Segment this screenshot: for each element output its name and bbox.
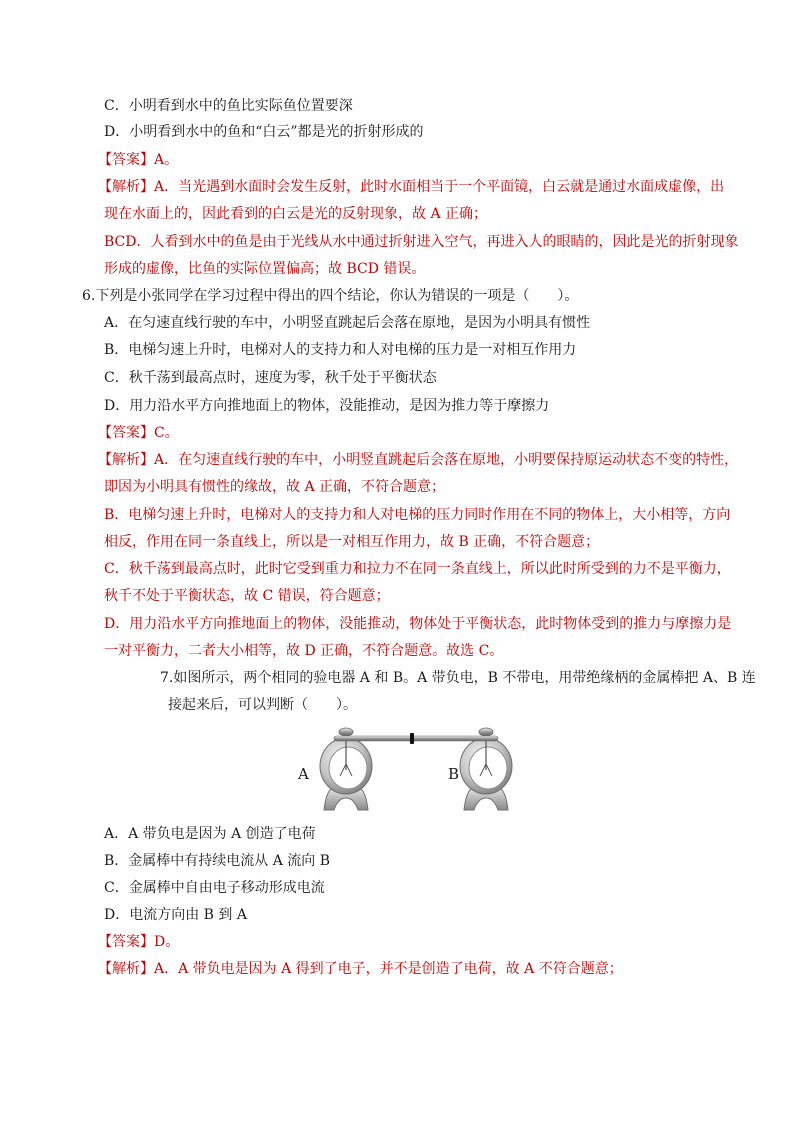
q5-analysis-1a (98, 177, 724, 197)
q7-option-b: B．金属棒中有持续电流从 A 流向 B (104, 853, 331, 869)
answer-tag: 【答案】 (98, 152, 154, 168)
q7-stem-line1: 7.如图所示，两个相同的验电器 A 和 B。A 带负电，B 不带电，用带绝缘柄的金属棒把 A、B 连 (160, 670, 756, 686)
q7-option-d: D．电流方向由 B 到 A (104, 907, 247, 923)
q5-analysis-1b: 现在水面上的，因此看到的白云是光的反射现象，故 A 正确； (104, 206, 488, 222)
answer-tag: 【答案】 (98, 425, 154, 441)
analysis-tag: 【解析】 (98, 452, 154, 468)
q6-option-a: A．在匀速直线行驶的车中，小明竖直跳起后会落在原地，是因为小明具有惯性 (104, 315, 591, 331)
label-b: B (448, 765, 460, 783)
q6-stem: 6.下列是小张同学在学习过程中得出的四个结论，你认为错误的一项是（ ）。 (82, 288, 579, 304)
q7-option-a: A．A 带负电是因为 A 创造了电荷 (104, 826, 316, 842)
q6-analysis-d2: 一对平衡力，二者大小相等，故 D 正确，不符合题意。故选 C。 (104, 643, 504, 659)
q6-analysis-b1: B．电梯匀速上升时，电梯对人的支持力和人对电梯的压力同时作用在不同的物体上，大小相等，方向 (104, 507, 731, 523)
analysis-text: A．在匀速直线行驶的车中，小明竖直跳起后会落在原地，小明要保持原运动状态不变的特性， (154, 452, 739, 468)
analysis-text: A．当光遇到水面时会发生反射，此时水面相当于一个平面镜，白云就是通过水面成虚像，出 (154, 179, 725, 195)
q5-answer (98, 150, 178, 170)
q5-option-c: C．小明看到水中的鱼比实际鱼位置要深 (104, 98, 353, 114)
q5-option-d: D．小明看到水中的鱼和“白云”都是光的折射形成的 (104, 124, 424, 140)
q7-option-c: C．金属棒中自由电子移动形成电流 (104, 880, 325, 896)
q6-analysis-a2: 即因为小明具有惯性的缘故，故 A 正确，不符合题意； (104, 479, 446, 495)
analysis-tag: 【解析】 (98, 179, 154, 195)
q7-answer (98, 932, 179, 952)
q5-analysis-2b: 形成的虚像，比鱼的实际位置偏高；故 BCD 错误。 (104, 261, 426, 277)
q7-stem-line2: 接起来后，可以判断（ ）。 (168, 697, 357, 713)
q6-analysis-d1: D．用力沿水平方向推地面上的物体，没能推动，物体处于平衡状态，此时物体受到的推力与摩擦力是 (104, 616, 732, 632)
q6-option-c: C．秋千荡到最高点时，速度为零，秋千处于平衡状态 (104, 370, 437, 386)
q6-analysis-c2: 秋千不处于平衡状态，故 C 错误，符合题意； (104, 588, 390, 604)
label-a: A (298, 765, 309, 783)
q6-option-b: B．电梯匀速上升时，电梯对人的支持力和人对电梯的压力是一对相互作用力 (104, 342, 577, 358)
q6-analysis-a1 (98, 450, 738, 470)
q6-analysis-b2: 相反，作用在同一条直线上，所以是一对相互作用力，故 B 正确，不符合题意； (104, 534, 600, 550)
q6-answer (98, 423, 179, 443)
q6-analysis-c1: C．秋千荡到最高点时，此时它受到重力和拉力不在同一条直线上，所以此时所受到的力不是平衡力， (104, 561, 731, 577)
q6-option-d: D．用力沿水平方向推地面上的物体，没能推动，是因为推力等于摩擦力 (104, 398, 550, 414)
answer-text: C。 (154, 425, 179, 441)
answer-tag: 【答案】 (98, 934, 154, 950)
electroscope-diagram (296, 722, 530, 822)
analysis-text: A．A 带负电是因为 A 得到了电子，并不是创造了电荷，故 A 不符合题意； (154, 961, 623, 977)
electroscope-figure (296, 722, 530, 822)
analysis-tag: 【解析】 (98, 961, 154, 977)
answer-text: D。 (154, 934, 180, 950)
q7-analysis-1 (98, 959, 623, 979)
q5-analysis-2a: BCD．人看到水中的鱼是由于光线从水中通过折射进入空气，再进入人的眼睛的，因此是光的折射现象 (104, 234, 739, 250)
answer-text: A。 (154, 152, 179, 168)
